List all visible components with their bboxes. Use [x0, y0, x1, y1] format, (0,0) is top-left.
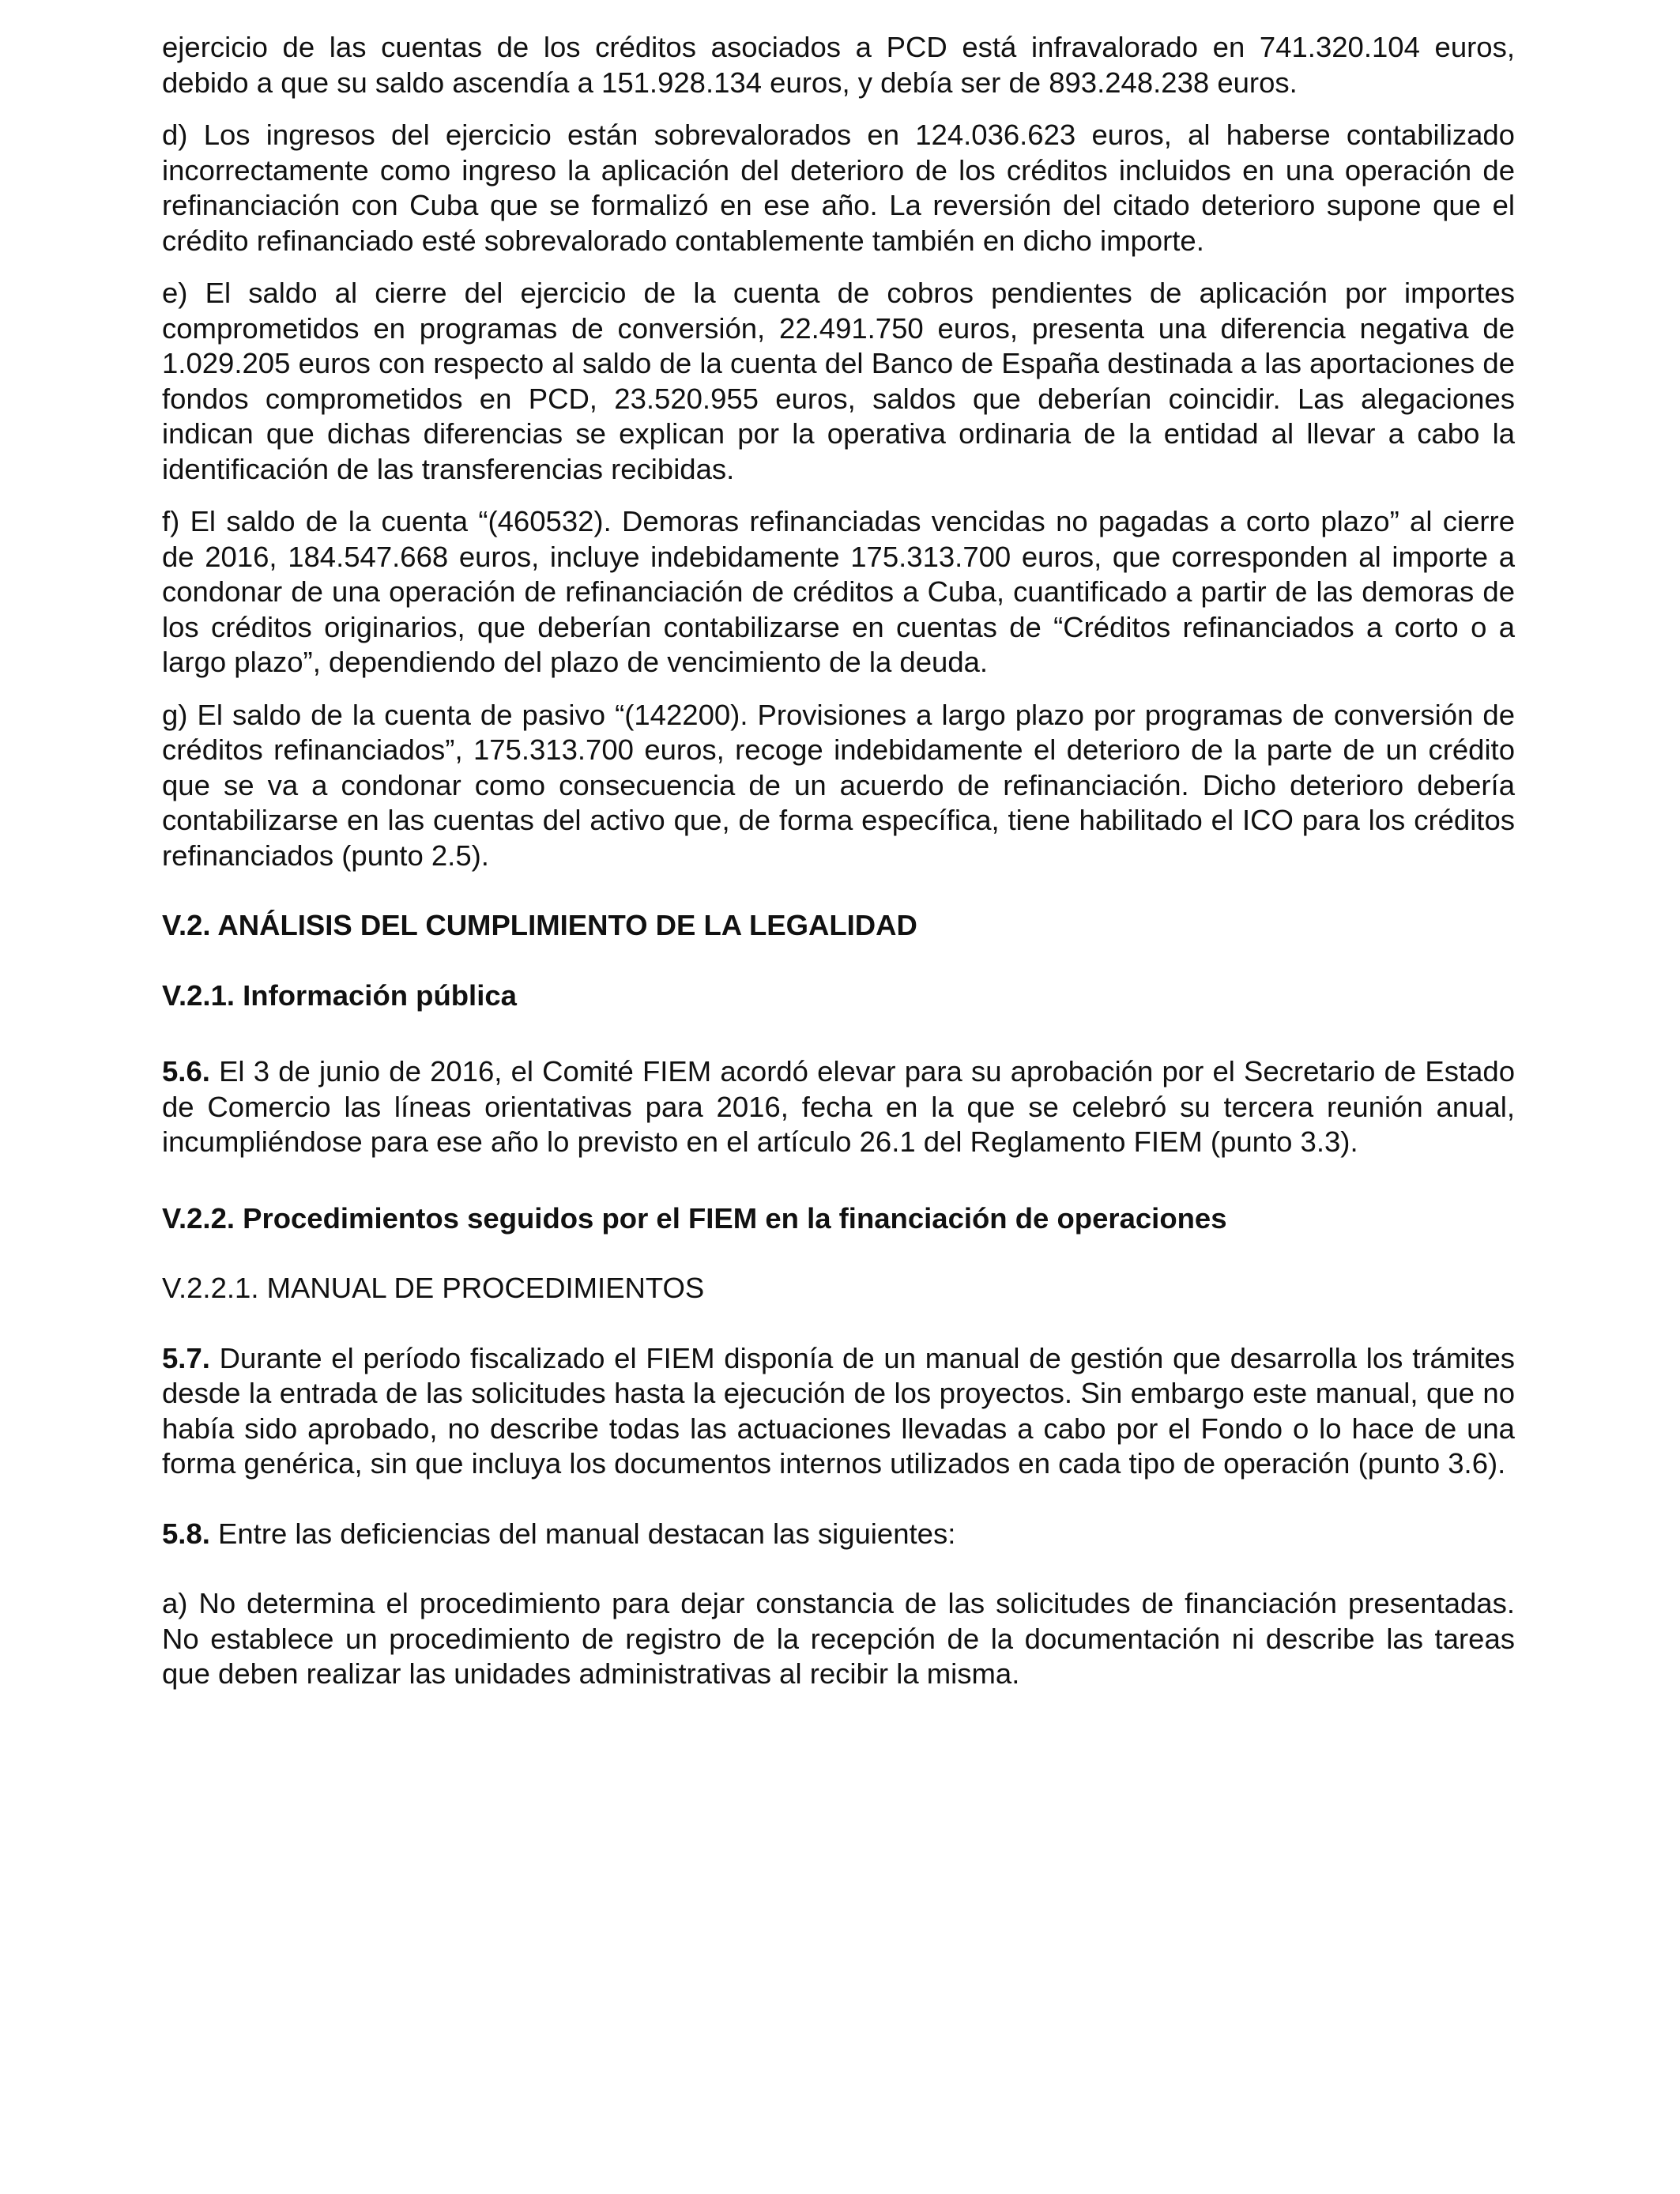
- paragraph-a: a) No determina el procedimiento para dejar constancia de las solicitudes de financiación presentadas. No establece un procedimiento de registro de la recepción de la documentación ni describe las tareas que deben realizar las unidades administrativas al recibir la misma.: [162, 1587, 1515, 1690]
- paragraph-d: d) Los ingresos del ejercicio están sobrevalorados en 124.036.623 euros, al haberse contabilizado incorrectamente como ingreso la aplicación del deterioro de los créditos incluidos en una operación de refinanciación con Cuba que se formalizó en ese año. La reversión del citado deterioro supone que el crédito refinanciado esté sobrevalorado contablemente también en dicho importe.: [162, 119, 1515, 257]
- paragraph-number: 5.8.: [162, 1517, 210, 1550]
- paragraph-intro: ejercicio de las cuentas de los créditos asociados a PCD está infravalorado en 741.320.104 euros, debido a que su saldo ascendía a 151.928.134 euros, y debía ser de 893.248.238 euros.: [162, 31, 1515, 99]
- paragraph-5-7: [162, 1341, 1515, 1482]
- paragraph-number: 5.6.: [162, 1055, 210, 1088]
- paragraph-5-6: [162, 1054, 1515, 1160]
- paragraph-f: f) El saldo de la cuenta “(460532). Demoras refinanciadas vencidas no pagadas a corto plazo” al cierre de 2016, 184.547.668 euros, incluye indebidamente 175.313.700 euros, que corresponden al importe a condonar de una operación de refinanciación de créditos a Cuba, cuantificado a partir de las demoras de los créditos originarios, que deberían contabilizarse en cuentas de “Créditos refinanciados a corto o a largo plazo”, dependiendo del plazo de vencimiento de la deuda.: [162, 505, 1515, 678]
- section-heading-v2: V.2. ANÁLISIS DEL CUMPLIMIENTO DE LA LEGALIDAD: [162, 909, 917, 941]
- section-heading-v22: V.2.2. Procedimientos seguidos por el FIEM en la financiación de operaciones: [162, 1201, 1227, 1235]
- paragraph-g: g) El saldo de la cuenta de pasivo “(142200). Provisiones a largo plazo por programas de conversión de créditos refinanciados”, 175.313.700 euros, recoge indebidamente el deterioro de la parte de un crédito que se va a condonar como consecuencia de un acuerdo de refinanciación. Dicho deterioro debería contabilizarse en las cuentas del activo que, de forma específica, tiene habilitado el ICO para los créditos refinanciados (punto 2.5).: [162, 698, 1515, 872]
- section-heading-v21: V.2.1. Información pública: [162, 978, 517, 1012]
- subsection-heading-v221: V.2.2.1. MANUAL DE PROCEDIMIENTOS: [162, 1272, 705, 1304]
- paragraph-text: El 3 de junio de 2016, el Comité FIEM acordó elevar para su aprobación por el Secretario de Estado de Comercio las líneas orientativas para 2016, fecha en la que se celebró su tercera reunión anual, incumpliéndose para ese año lo previsto en el artículo 26.1 del Reglamento FIEM (punto 3.3).: [162, 1055, 1515, 1158]
- paragraph-text: Durante el período fiscalizado el FIEM disponía de un manual de gestión que desarrolla los trámites desde la entrada de las solicitudes hasta la ejecución de los proyectos. Sin embargo este manual, que no había sido aprobado, no describe todas las actuaciones llevadas a cabo por el Fondo o lo hace de una forma genérica, sin que incluya los documentos internos utilizados en cada tipo de operación (punto 3.6).: [162, 1341, 1515, 1480]
- paragraph-number: 5.7.: [162, 1341, 210, 1374]
- paragraph-e: e) El saldo al cierre del ejercicio de la cuenta de cobros pendientes de aplicación por importes comprometidos en programas de conversión, 22.491.750 euros, presenta una diferencia negativa de 1.029.205 euros con respecto al saldo de la cuenta del Banco de España destinada a las aportaciones de fondos comprometidos en PCD, 23.520.955 euros, saldos que deberían coincidir. Las alegaciones indican que dichas diferencias se explican por la operativa ordinaria de la entidad al llevar a cabo la identificación de las transferencias recibidas.: [162, 277, 1515, 485]
- paragraph-text: Entre las deficiencias del manual destacan las siguientes:: [209, 1517, 956, 1550]
- document-page: [162, 30, 1515, 1692]
- paragraph-5-8: [162, 1517, 1515, 1552]
